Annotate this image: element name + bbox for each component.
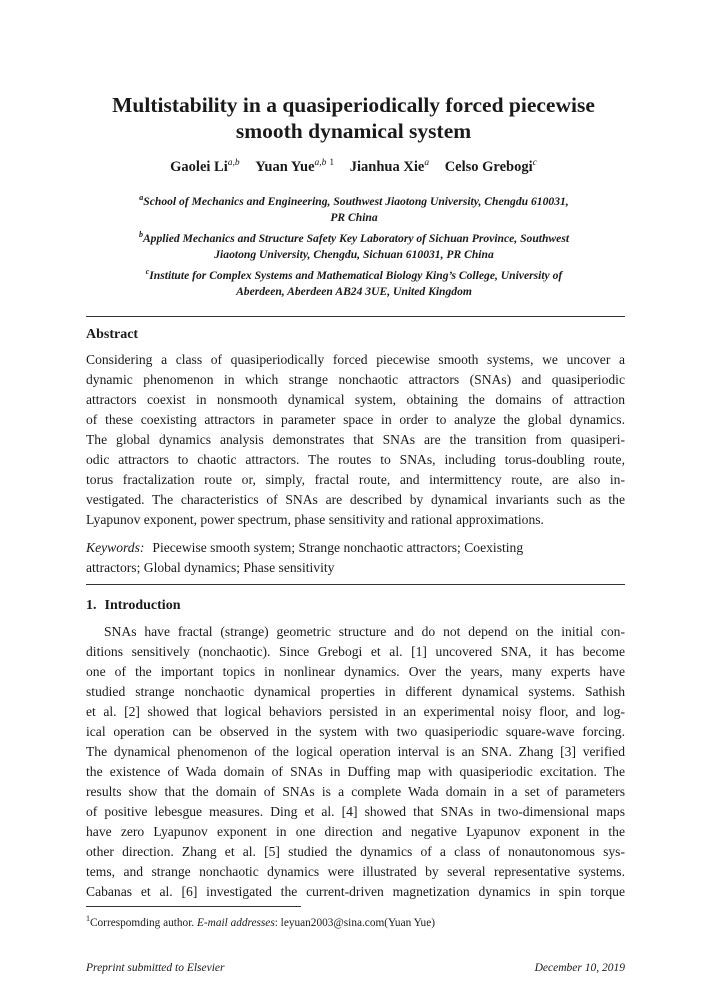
paper-title — [60, 92, 647, 144]
author — [350, 159, 429, 175]
author-affil-mark: a,b — [227, 158, 240, 168]
footnote — [86, 914, 435, 929]
affiliation — [84, 264, 624, 284]
intro-line: ditions sensitively (nonchaotic). Since Grebogi et al. [1] uncovered SNA, it has become — [86, 644, 625, 659]
abstract-line: torus fractalization route or, simply, fractal route, and intermittency route, are also in- — [86, 472, 625, 487]
section-title: Introduction — [104, 598, 181, 613]
footer-journal: Preprint submitted to Elsevier — [86, 962, 225, 974]
footer-date: December 10, 2019 — [534, 962, 625, 974]
intro-line: studied strange nonchaotic dynamical properties in different dynamical systems. Sathish — [86, 684, 625, 699]
keywords-label: Keywords: — [86, 540, 145, 555]
intro-line: Cabanas et al. [6] investigated the current-driven magnetization dynamics in spin torque — [86, 884, 625, 899]
keywords — [86, 538, 625, 578]
affiliation-text: Institute for Complex Systems and Mathematical Biology King’s College, University of — [149, 268, 563, 282]
title-line: Multistability in a quasiperiodically forced piecewise — [112, 93, 595, 117]
footnote-email[interactable]: : leyuan2003@sina.com(Yuan Yue) — [274, 916, 435, 929]
section-heading — [86, 598, 180, 614]
intro-line: of positive lebesgue measures. Ding et al. [4] showed that SNAs in two-dimensional maps — [86, 804, 625, 819]
affiliation-mark: a — [139, 193, 144, 202]
intro-line: ical operation can be observed in the system with two quasiperiodic square-wave forcing. — [86, 724, 625, 739]
affiliation-mark: c — [145, 266, 150, 276]
author — [170, 159, 239, 175]
intro-line: SNAs have fractal (strange) geometric structure and do not depend on the initial con- — [104, 624, 625, 639]
footnote-prefix: Correspomding author. — [90, 916, 195, 929]
affiliation-list — [84, 190, 624, 301]
abstract-line: The global dynamics analysis demonstrates that SNAs are the transition from quasiperi- — [86, 432, 625, 447]
author-name: Yuan Yue — [255, 158, 315, 175]
keywords-line — [86, 538, 625, 558]
intro-line: other direction. Zhang et al. [5] studied the dynamics of a class of nonautonomous sys- — [86, 844, 625, 859]
section-number: 1. — [86, 598, 97, 613]
author-list — [60, 158, 647, 176]
keywords-text: Piecewise smooth system; Strange nonchaotic attractors; Coexisting — [152, 540, 524, 555]
footnote-number: 1 — [86, 914, 90, 923]
intro-line: have zero Lyapunov exponent in one direction and negative Lyapunov exponent in the — [86, 824, 625, 839]
affiliation-continued: Jiaotong University, Chengdu, Sichuan 610031, PR China — [214, 248, 494, 262]
affiliation-text: Applied Mechanics and Structure Safety Key Laboratory of Sichuan Province, Southwest — [142, 231, 570, 245]
footnote-mark[interactable]: 1 — [329, 158, 335, 168]
author — [255, 159, 334, 175]
abstract-line: attractors coexist in nonsmooth dynamical system, obtaining the domains of attraction — [86, 392, 625, 407]
abstract-top-rule — [86, 316, 625, 317]
abstract-bottom-rule — [86, 584, 625, 585]
author-affil-mark: c — [532, 158, 537, 168]
intro-line: The dynamical phenomenon of the logical operation interval is an SNA. Zhang [3] verified — [86, 744, 625, 759]
abstract-line: odic attractors to chaotic attractors. The routes to SNAs, including torus-doubling route, — [86, 452, 625, 467]
author-affil-mark: a — [424, 158, 430, 168]
author-name: Gaolei Li — [170, 158, 228, 175]
abstract-line: of these coexisting attractors in parameter space in order to analyze the global dynamics. — [86, 412, 625, 427]
abstract-heading: Abstract — [86, 327, 139, 342]
intro-line: et al. [2] showed that logical behaviors persisted in an experimental noisy floor, and log- — [86, 704, 625, 719]
intro-line: tems, and strange nonchaotic dynamics were illustrated by several representative systems. — [86, 864, 625, 879]
intro-line: the existence of Wada domain of SNAs in Duffing map with quasiperiodic excitation. The — [86, 764, 625, 779]
author — [445, 159, 537, 175]
footnote-label: E-mail addresses — [197, 916, 275, 929]
footnote-rule — [86, 906, 301, 907]
abstract-line: vestigated. The characteristics of SNAs are described by dynamical invariants such as the — [86, 492, 625, 507]
affiliation-mark: b — [138, 229, 143, 239]
author-name: Jianhua Xie — [349, 158, 425, 175]
abstract-line: Lyapunov exponent, power spectrum, phase sensitivity and rational approximations. — [86, 512, 544, 527]
affiliation — [84, 227, 624, 247]
author-name: Celso Grebogi — [444, 158, 533, 175]
abstract-line: dynamic phenomenon in which strange nonchaotic attractors (SNAs) and quasiperiodic — [86, 372, 625, 387]
title-line: smooth dynamical system — [235, 119, 472, 143]
keywords-line: attractors; Global dynamics; Phase sensitivity — [86, 560, 335, 576]
author-affil-mark: a,b — [314, 158, 327, 168]
affiliation-continued: Aberdeen, Aberdeen AB24 3UE, United Kingdom — [236, 285, 472, 299]
intro-line: one of the important topics in nonlinear dynamics. Over the years, many experts have — [86, 664, 625, 679]
intro-line: results show that the domain of SNAs is a complete Wada domain in a set of parameters — [86, 784, 625, 799]
abstract-line: Considering a class of quasiperiodically forced piecewise smooth systems, we uncover a — [86, 352, 625, 367]
affiliation — [84, 190, 624, 210]
affiliation-text: School of Mechanics and Engineering, Southwest Jiaotong University, Chengdu 610031, — [143, 194, 569, 208]
affiliation-continued: PR China — [330, 211, 378, 225]
